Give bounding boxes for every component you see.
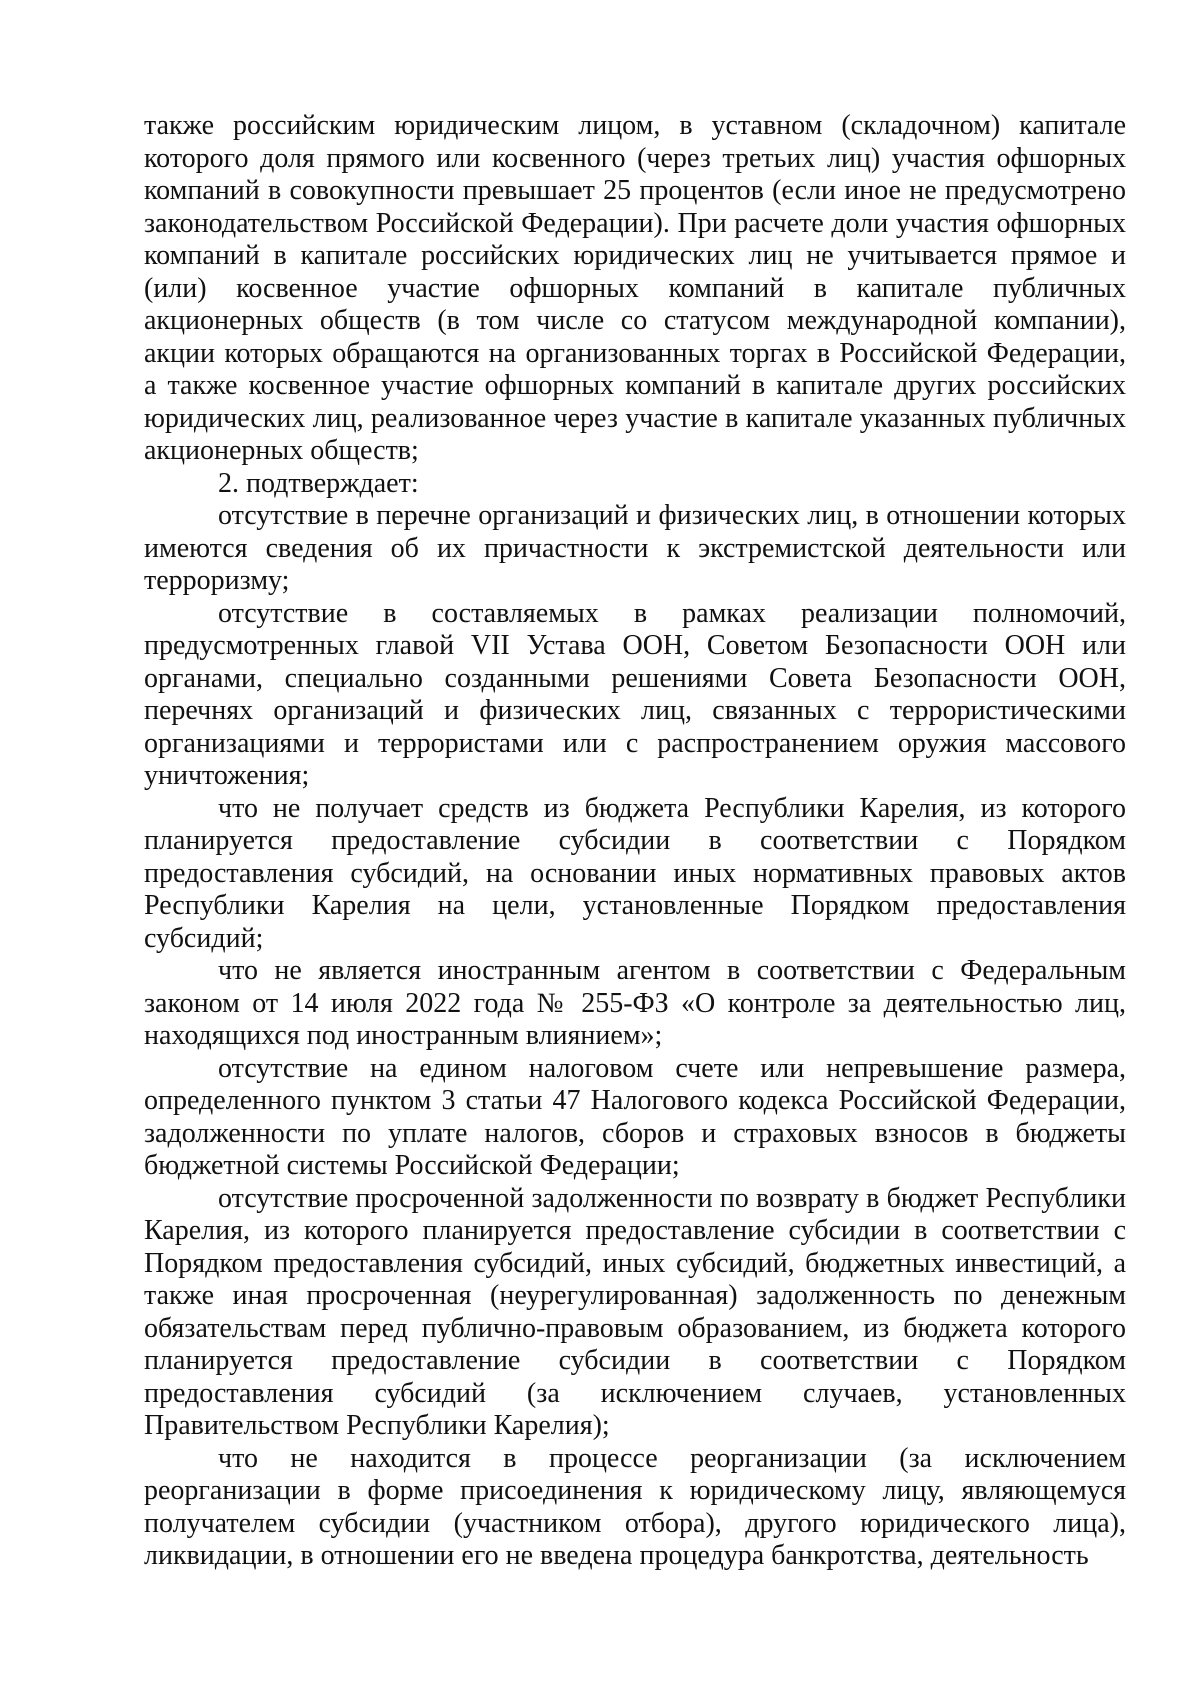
paragraph-reorganization: что не находится в процессе реорганизации (за исключением реорганизации в форме присоединения к юридическому лицу, являющемуся получателем субсидии (участником отбора), другого юридического лица), ликвидации, в отношении его не введена процедура банкротства, деятельность — [144, 1442, 1126, 1571]
paragraph-offshore-participation: также российским юридическим лицом, в уставном (складочном) капитале которого доля прямого или косвенного (через третьих лиц) участия офшорных компаний в совокупности превышает 25 процентов (если иное не предусмотрено законодательством Российской Федерации). При расчете доли участия офшорных компаний в капитале российских юридических лиц не учитывается прямое и (или) косвенное участие офшорных компаний в капитале публичных акционерных обществ (в том числе со статусом международной компании), акции которых обращаются на организованных торгах в Российской Федерации, а также косвенное участие офшорных компаний в капитале других российских юридических лиц, реализованное через участие в капитале указанных публичных акционерных обществ; — [144, 110, 1126, 466]
paragraph-confirms-heading: 2. подтверждает: — [218, 467, 419, 499]
document-body — [144, 110, 1126, 1573]
paragraph-not-foreign-agent: что не является иностранным агентом в соответствии с Федеральным законом от 14 июля 2022 года № 255-ФЗ «О контроле за деятельностью лиц, находящихся под иностранным влиянием»; — [144, 955, 1126, 1051]
paragraph-overdue-debt: отсутствие просроченной задолженности по возврату в бюджет Республики Карелия, из которого планируется предоставление субсидии в соответствии с Порядком предоставления субсидий, иных субсидий, бюджетных инвестиций, а также иная просроченная (неурегулированная) задолженность по денежным обязательствам перед публично-правовым образованием, из бюджета которого планируется предоставление субсидии в соответствии с Порядком предоставления субсидий (за исключением случаев, установленных Правительством Республики Карелия); — [144, 1182, 1126, 1441]
paragraph-extremism-list: отсутствие в перечне организаций и физических лиц, в отношении которых имеются сведения об их причастности к экстремистской деятельности или терроризму; — [144, 500, 1126, 596]
paragraph-no-budget-funds: что не получает средств из бюджета Республики Карелия, из которого планируется предоставление субсидии в соответствии с Порядком предоставления субсидий, на основании иных нормативных правовых актов Республики Карелия на цели, установленные Порядком предоставления субсидий; — [144, 792, 1126, 954]
paragraph-tax-debt: отсутствие на едином налоговом счете или непревышение размера, определенного пунктом 3 статьи 47 Налогового кодекса Российской Федерации, задолженности по уплате налогов, сборов и страховых взносов в бюджеты бюджетной системы Российской Федерации; — [144, 1052, 1126, 1181]
paragraph-un-sanctions-list: отсутствие в составляемых в рамках реализации полномочий, предусмотренных главой VII Устава ООН, Советом Безопасности ООН или органами, специально созданными решениями Совета Безопасности ООН, перечнях организаций и физических лиц, связанных с террористическими организациями и террористами или с распространением оружия массового уничтожения; — [144, 597, 1126, 791]
